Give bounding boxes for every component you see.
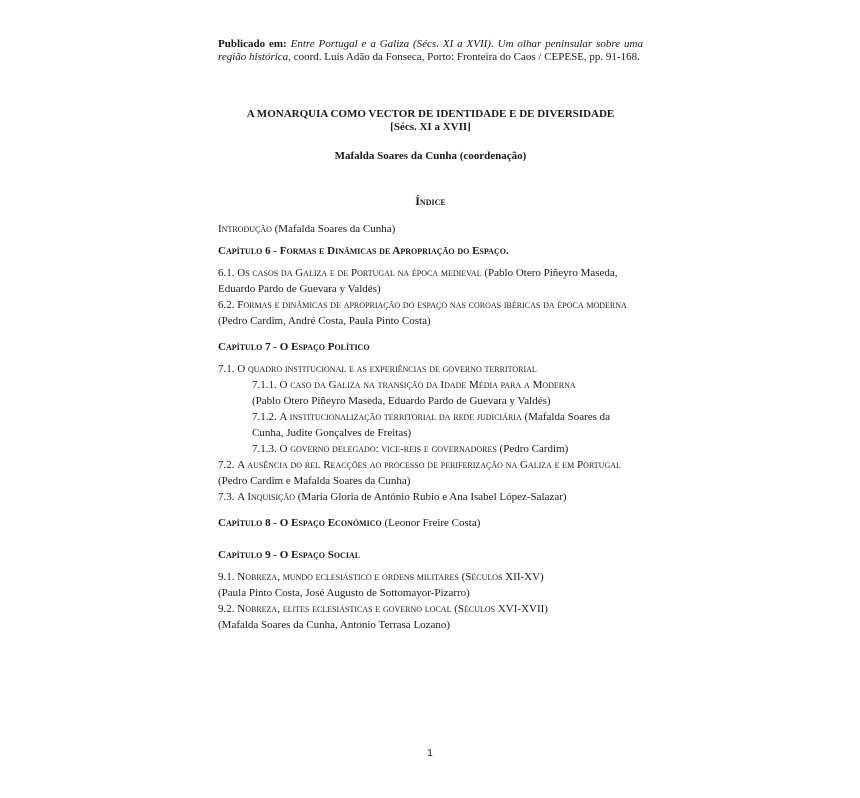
index-heading: Índice: [415, 194, 446, 208]
toc-section-6-2: 6.2. Formas e dinâmicas de apropriação do espaço nas coroas ibéricas da época moderna (Pedro Cardim, André Costa, Paula Pinto Costa): [218, 299, 627, 327]
publication-book-title: Entre Portugal e a Galiza (Sécs. XI a XVII). Um olhar peninsular sobre uma região histórica: [218, 38, 644, 63]
publication-note: [218, 38, 643, 64]
toc-section-7-1-1: 7.1.1. O caso da Galiza na transição da Idade Média para a Moderna (Pablo Otero Piñeyro Maseda, Eduardo Pardo de Guevara y Valdés): [252, 379, 576, 407]
page-number: 1: [427, 748, 433, 759]
toc-section-9-1: 9.1. Nobreza, mundo eclesiástico e ordens militares (Séculos XII-XV) (Paula Pinto Costa, José Augusto de Sottomayor-Pizarro): [218, 571, 544, 599]
toc-chapter-9: Capítulo 9 - O Espaço Social: [218, 549, 361, 561]
title-line-1: A MONARQUIA COMO VECTOR DE IDENTIDADE E DE DIVERSIDADE: [246, 108, 615, 120]
toc-section-7-1-3: 7.1.3. O governo delegado: vice-reis e governadores (Pedro Cardim): [252, 443, 569, 455]
toc-section-7-1: 7.1. O quadro institucional e as experiências de governo territorial: [218, 363, 537, 375]
publication-details: , coord. Luís Adão da Fonseca, Porto: Fronteira do Caos / CEPESE, pp. 91-168.: [288, 51, 640, 63]
document-title: [218, 108, 643, 134]
toc-chapter-8: Capítulo 8 - O Espaço Económico (Leonor Freire Costa): [218, 517, 481, 529]
document-page: [218, 38, 644, 631]
publication-label: Publicado em:: [218, 38, 287, 50]
table-of-contents: [218, 221, 643, 633]
toc-section-7-1-2: 7.1.2. A institucionalização territorial da rede judiciária (Mafalda Soares da Cunha, Judite Gonçalves de Freitas): [252, 411, 611, 439]
toc-section-7-2: 7.2. A ausência do rei. Reacções ao processo de periferização na Galiza e em Portugal (Pedro Cardim e Mafalda Soares da Cunha): [218, 459, 621, 487]
toc-section-9-2: 9.2. Nobreza, elites eclesiásticas e governo local (Séculos XVI-XVII) (Mafalda Soares da Cunha, Antonio Terrasa Lozano): [218, 603, 548, 631]
toc-chapter-6: Capítulo 6 - Formas e Dinâmicas de Apropriação do Espaço.: [218, 245, 509, 257]
coordinator: Mafalda Soares da Cunha (coordenação): [334, 150, 527, 162]
toc-section-7-3: 7.3. A Inquisição (Maria Gloria de António Rubio e Ana Isabel López-Salazar): [218, 491, 567, 503]
toc-chapter-7: Capítulo 7 - O Espaço Político: [218, 341, 370, 353]
toc-intro: Introdução (Mafalda Soares da Cunha): [218, 223, 396, 235]
toc-section-6-1: 6.1. Os casos da Galiza e de Portugal na época medieval (Pablo Otero Piñeyro Maseda, Eduardo Pardo de Guevara y Valdés): [218, 267, 618, 295]
title-line-2: [Sécs. XI a XVII]: [390, 121, 471, 133]
